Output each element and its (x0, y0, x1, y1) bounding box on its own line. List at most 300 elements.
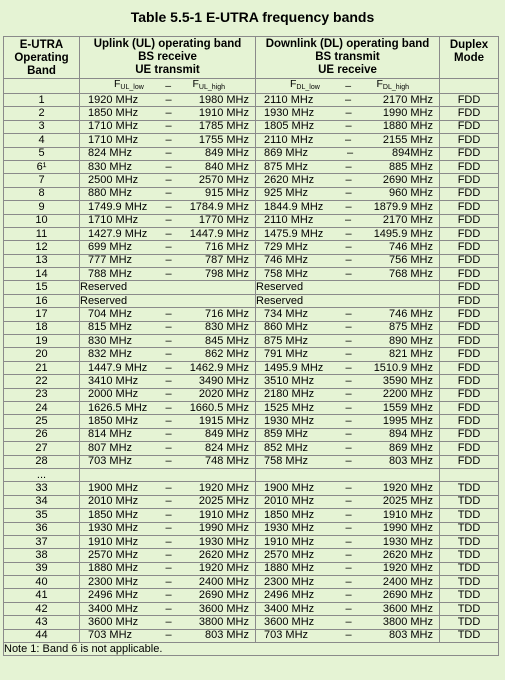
uplink-range-low: 777 MHz (88, 254, 133, 267)
uplink-range-low: 830 MHz (88, 334, 133, 347)
uplink-range-dash: – (165, 615, 172, 628)
uplink-range-low: 832 MHz (88, 348, 133, 361)
uplink-range-low: 3400 MHz (88, 602, 139, 615)
band-number: 5 (4, 147, 80, 160)
duplex-mode: TDD (440, 562, 499, 575)
uplink-range-low: 699 MHz (88, 240, 133, 253)
duplex-mode: FDD (440, 442, 499, 455)
downlink-range-dash: – (345, 120, 352, 133)
table-row (4, 241, 499, 254)
uplink-range-low: 2500 MHz (88, 174, 139, 187)
downlink-range-high: 821 MHz (388, 348, 433, 361)
downlink-range-high: 1510.9 MHz (373, 361, 433, 374)
band-number: 23 (4, 388, 80, 401)
downlink-range-dash: – (345, 522, 352, 535)
downlink-range-high: 746 MHz (388, 240, 433, 253)
band-number: 4 (4, 134, 80, 147)
downlink-range-low: 859 MHz (264, 428, 309, 441)
downlink-range-high: 2690 MHz (382, 174, 433, 187)
uplink-range-dash: – (165, 415, 172, 428)
uplink-range-dash: – (165, 535, 172, 548)
uplink-range-high: 1915 MHz (198, 415, 249, 428)
duplex-mode: FDD (440, 428, 499, 441)
downlink-range (256, 174, 440, 187)
uplink-range-low: 1930 MHz (88, 522, 139, 535)
downlink-range-low: 2110 MHz (264, 93, 314, 106)
downlink-range-high: 1559 MHz (382, 401, 433, 414)
uplink-range-dash: – (165, 562, 172, 575)
band-number: 25 (4, 415, 80, 428)
band-number: 24 (4, 401, 80, 414)
uplink-range (80, 107, 256, 120)
downlink-range (256, 308, 440, 321)
band-number: 9 (4, 201, 80, 214)
uplink-range-high: 3800 MHz (198, 615, 249, 628)
band-number: 34 (4, 495, 80, 508)
band-number: 2 (4, 107, 80, 120)
downlink-range-high: 1930 MHz (382, 535, 433, 548)
table-note: Note 1: Band 6 is not applicable. (4, 643, 499, 656)
uplink-range-low: 2570 MHz (88, 548, 139, 561)
uplink-range (80, 241, 256, 254)
band-number: 42 (4, 602, 80, 615)
downlink-range-dash: – (345, 307, 352, 320)
downlink-range-dash: – (345, 240, 352, 253)
downlink-range-low: 758 MHz (264, 267, 309, 280)
uplink-range-high: 1785 MHz (198, 120, 249, 133)
downlink-range (256, 361, 440, 374)
downlink-range (256, 455, 440, 468)
duplex-mode: TDD (440, 482, 499, 495)
duplex-mode: FDD (440, 308, 499, 321)
duplex-mode: FDD (440, 361, 499, 374)
band-number: 8 (4, 187, 80, 200)
band-number: 19 (4, 335, 80, 348)
uplink-range (80, 629, 256, 642)
uplink-range (80, 214, 256, 227)
uplink-range-dash: – (165, 321, 172, 334)
uplink-range (80, 401, 256, 414)
uplink-range-low: 1710 MHz (88, 120, 139, 133)
duplex-mode (440, 468, 499, 481)
downlink-range-dash: – (345, 548, 352, 561)
downlink-range (256, 442, 440, 455)
subheader-row (4, 79, 499, 94)
downlink-range-high: 2155 MHz (382, 133, 433, 146)
downlink-range-low: 860 MHz (264, 321, 309, 334)
uplink-range (80, 562, 256, 575)
uplink-range-low: 703 MHz (88, 629, 133, 642)
band-number: 3 (4, 120, 80, 133)
uplink-range-low: 3600 MHz (88, 615, 139, 628)
downlink-range-low: 1930 MHz (264, 107, 315, 120)
downlink-range-high: 2170 MHz (382, 93, 433, 106)
uplink-range-dash: – (165, 348, 172, 361)
band-number: 1 (4, 94, 80, 107)
uplink-range-high: 915 MHz (204, 187, 249, 200)
downlink-range-low: 3400 MHz (264, 602, 315, 615)
uplink-range-dash: – (165, 214, 172, 227)
downlink-range (256, 321, 440, 334)
uplink-range-low: 2300 MHz (88, 575, 139, 588)
table-row (4, 268, 499, 281)
header-uplink-title: Uplink (UL) operating band (93, 38, 242, 50)
uplink-range (80, 415, 256, 428)
band-number: 20 (4, 348, 80, 361)
table-row (4, 562, 499, 575)
uplink-range (80, 428, 256, 441)
downlink-range-dash: – (345, 482, 352, 495)
table-row (4, 616, 499, 629)
uplink-range (80, 94, 256, 107)
uplink-range-high: 1920 MHz (198, 482, 249, 495)
band-number: 44 (4, 629, 80, 642)
duplex-mode: FDD (440, 335, 499, 348)
downlink-range-low: 1475.9 MHz (264, 227, 324, 240)
uplink-range-low: 1900 MHz (88, 482, 139, 495)
header-uplink (80, 37, 256, 79)
downlink-range-low: 3600 MHz (264, 615, 315, 628)
uplink-range-high: 1447.9 MHz (189, 227, 249, 240)
uplink-range-high: 1980 MHz (198, 93, 249, 106)
table-row (4, 629, 499, 642)
uplink-range-high: 1920 MHz (198, 562, 249, 575)
downlink-range-high: 3600 MHz (382, 602, 433, 615)
uplink-range (80, 602, 256, 615)
header-row (4, 37, 499, 79)
dl-low-label: $F_{DL\_low}$ (290, 78, 320, 91)
downlink-range-dash: – (345, 361, 352, 374)
duplex-mode: TDD (440, 616, 499, 629)
downlink-range-low: 3510 MHz (264, 374, 315, 387)
downlink-range (256, 254, 440, 267)
uplink-range (80, 147, 256, 160)
header-downlink (256, 37, 440, 79)
downlink-range (256, 375, 440, 388)
duplex-mode: FDD (440, 107, 499, 120)
uplink-range (80, 616, 256, 629)
band-number: 21 (4, 361, 80, 374)
uplink-range (80, 134, 256, 147)
downlink-range (256, 214, 440, 227)
downlink-range (256, 120, 440, 133)
duplex-mode: FDD (440, 415, 499, 428)
downlink-range (256, 107, 440, 120)
duplex-mode: FDD (440, 348, 499, 361)
downlink-range-dash: – (345, 160, 352, 173)
uplink-range (80, 348, 256, 361)
duplex-mode: FDD (440, 268, 499, 281)
downlink-range-low: 1930 MHz (264, 415, 315, 428)
uplink-range-low: 1850 MHz (88, 415, 139, 428)
downlink-range (256, 94, 440, 107)
header-band (4, 37, 80, 79)
uplink-range-low: 815 MHz (88, 321, 133, 334)
frequency-bands-table (3, 36, 499, 656)
uplink-range-low: 2010 MHz (88, 495, 139, 508)
table-title: Table 5.5-1 E-UTRA frequency bands (130, 9, 375, 25)
downlink-range-dash: – (345, 401, 352, 414)
duplex-mode: TDD (440, 495, 499, 508)
downlink-range-dash: – (345, 575, 352, 588)
duplex-mode: FDD (440, 214, 499, 227)
uplink-range (80, 321, 256, 334)
duplex-mode: FDD (440, 160, 499, 173)
duplex-mode: FDD (440, 321, 499, 334)
downlink-range-dash: – (345, 562, 352, 575)
duplex-mode: TDD (440, 549, 499, 562)
band-number: 16 (4, 294, 80, 307)
uplink-range (80, 187, 256, 200)
header-downlink-bs: BS transmit (315, 51, 380, 63)
duplex-mode: TDD (440, 535, 499, 548)
downlink-cell (256, 468, 440, 481)
downlink-range (256, 160, 440, 173)
downlink-range-high: 960 MHz (388, 187, 433, 200)
uplink-range-dash: – (165, 120, 172, 133)
downlink-range-low: 1880 MHz (264, 562, 315, 575)
uplink-range-high: 803 MHz (204, 629, 249, 642)
header-duplex-label: Duplex Mode (449, 39, 489, 64)
uplink-range-dash: – (165, 602, 172, 615)
uplink-range-high: 862 MHz (204, 348, 249, 361)
downlink-range (256, 227, 440, 240)
downlink-range-low: 791 MHz (264, 348, 309, 361)
subheader-duplex (440, 79, 499, 94)
duplex-mode: FDD (440, 241, 499, 254)
band-number: 6¹ (4, 160, 80, 173)
downlink-range-high: 1910 MHz (382, 508, 433, 521)
uplink-range-high: 849 MHz (204, 147, 249, 160)
uplink-range-dash: – (165, 495, 172, 508)
downlink-range (256, 495, 440, 508)
downlink-range-high: 1990 MHz (382, 107, 433, 120)
uplink-range-high: 849 MHz (204, 428, 249, 441)
ul-high-label: $F_{UL\_high}$ (192, 78, 225, 91)
table-row (4, 576, 499, 589)
downlink-range (256, 482, 440, 495)
header-duplex (440, 37, 499, 79)
header-downlink-ue: UE receive (318, 64, 377, 76)
downlink-range-dash: – (345, 348, 352, 361)
uplink-range (80, 576, 256, 589)
duplex-mode: TDD (440, 589, 499, 602)
table-row (4, 120, 499, 133)
downlink-range-dash: – (345, 495, 352, 508)
table-row (4, 589, 499, 602)
uplink-range-low: 1447.9 MHz (88, 361, 148, 374)
uplink-range-high: 2025 MHz (198, 495, 249, 508)
uplink-range-low: 3410 MHz (88, 374, 139, 387)
downlink-range-low: 2010 MHz (264, 495, 315, 508)
uplink-range (80, 361, 256, 374)
band-number: 10 (4, 214, 80, 227)
uplink-range (80, 589, 256, 602)
band-rows (4, 94, 499, 643)
duplex-mode: FDD (440, 134, 499, 147)
downlink-range-high: 885 MHz (388, 160, 433, 173)
downlink-range-high: 3590 MHz (382, 374, 433, 387)
downlink-range-high: 803 MHz (388, 455, 433, 468)
table-row (4, 107, 499, 120)
uplink-range-high: 2690 MHz (198, 589, 249, 602)
uplink-range-low: 703 MHz (88, 455, 133, 468)
table-row (4, 294, 499, 307)
table-row (4, 160, 499, 173)
uplink-range-low: 1850 MHz (88, 508, 139, 521)
duplex-mode: TDD (440, 522, 499, 535)
uplink-range (80, 455, 256, 468)
downlink-range-high: 2025 MHz (382, 495, 433, 508)
table-row (4, 495, 499, 508)
duplex-mode: FDD (440, 187, 499, 200)
uplink-range-low: 814 MHz (88, 428, 133, 441)
uplink-range (80, 268, 256, 281)
band-number: ... (4, 468, 80, 481)
uplink-range-low: 1910 MHz (88, 535, 139, 548)
uplink-range-high: 798 MHz (204, 267, 249, 280)
downlink-range (256, 187, 440, 200)
downlink-range-high: 890 MHz (388, 334, 433, 347)
downlink-range-high: 1880 MHz (382, 120, 433, 133)
duplex-mode: FDD (440, 388, 499, 401)
downlink-range-high: 803 MHz (388, 629, 433, 642)
downlink-reserved: Reserved (256, 294, 440, 307)
band-number: 41 (4, 589, 80, 602)
downlink-range-dash: – (345, 388, 352, 401)
downlink-range-dash: – (346, 147, 354, 160)
band-number: 43 (4, 616, 80, 629)
uplink-range-dash: – (165, 589, 172, 602)
downlink-range-high: 875 MHz (388, 321, 433, 334)
table-row (4, 214, 499, 227)
table-row (4, 602, 499, 615)
downlink-range-low: 869 MHz (264, 147, 309, 160)
table-row (4, 415, 499, 428)
uplink-range (80, 201, 256, 214)
table-row (4, 401, 499, 414)
table-row (4, 482, 499, 495)
uplink-range (80, 522, 256, 535)
band-number: 35 (4, 509, 80, 522)
uplink-range-high: 2400 MHz (198, 575, 249, 588)
downlink-range-low: 729 MHz (264, 240, 309, 253)
downlink-range-high: 756 MHz (388, 254, 433, 267)
uplink-range-high: 716 MHz (204, 307, 249, 320)
downlink-range-high: 1495.9 MHz (373, 227, 433, 240)
downlink-range-low: 1850 MHz (264, 508, 315, 521)
uplink-range-dash: – (165, 174, 172, 187)
uplink-range-low: 1427.9 MHz (88, 227, 148, 240)
downlink-range-dash: – (345, 508, 352, 521)
duplex-mode: FDD (440, 455, 499, 468)
uplink-range-low: 2000 MHz (88, 388, 139, 401)
uplink-range-dash: – (165, 508, 172, 521)
downlink-range (256, 549, 440, 562)
uplink-range-dash: – (165, 482, 172, 495)
band-number: 33 (4, 482, 80, 495)
downlink-range-low: 1844.9 MHz (264, 200, 324, 213)
uplink-range (80, 160, 256, 173)
band-number: 28 (4, 455, 80, 468)
uplink-range-high: 1910 MHz (198, 508, 249, 521)
uplink-reserved: Reserved (80, 281, 256, 294)
uplink-range-dash: – (165, 93, 172, 106)
downlink-range-high: 2400 MHz (382, 575, 433, 588)
header-uplink-ue: UE transmit (135, 64, 200, 76)
downlink-range-dash: – (345, 415, 352, 428)
duplex-mode: FDD (440, 294, 499, 307)
downlink-range-dash: – (345, 321, 352, 334)
header-band-label: E-UTRA Operating Band (14, 39, 69, 77)
uplink-range-high: 1770 MHz (198, 214, 249, 227)
uplink-range-dash: – (165, 548, 172, 561)
uplink-range-low: 1710 MHz (88, 133, 139, 146)
uplink-range-high: 2020 MHz (198, 388, 249, 401)
table-row (4, 321, 499, 334)
downlink-range (256, 134, 440, 147)
uplink-range-dash: – (165, 240, 172, 253)
downlink-range-dash: – (345, 428, 352, 441)
note-row (4, 643, 499, 656)
uplink-range-low: 1749.9 MHz (88, 200, 148, 213)
uplink-range-dash: – (165, 441, 172, 454)
downlink-range-high: 746 MHz (388, 307, 433, 320)
uplink-range-high: 2570 MHz (198, 174, 249, 187)
duplex-mode: FDD (440, 227, 499, 240)
band-number: 15 (4, 281, 80, 294)
downlink-reserved: Reserved (256, 281, 440, 294)
uplink-range-dash: – (165, 227, 172, 240)
downlink-range (256, 388, 440, 401)
band-number: 17 (4, 308, 80, 321)
table-row (4, 281, 499, 294)
table-row (4, 375, 499, 388)
downlink-range (256, 147, 440, 160)
uplink-range-low: 880 MHz (88, 187, 133, 200)
uplink-range-low: 1850 MHz (88, 107, 139, 120)
uplink-range-dash: – (165, 401, 172, 414)
downlink-range-low: 925 MHz (264, 187, 309, 200)
uplink-range (80, 174, 256, 187)
downlink-range (256, 602, 440, 615)
band-number: 27 (4, 442, 80, 455)
downlink-range-high: 2690 MHz (382, 589, 433, 602)
dl-high-label: $F_{DL\_high}$ (376, 78, 409, 91)
uplink-range (80, 254, 256, 267)
uplink-range-low: 830 MHz (88, 160, 133, 173)
downlink-range (256, 201, 440, 214)
uplink-range (80, 482, 256, 495)
downlink-range (256, 415, 440, 428)
downlink-range-low: 1930 MHz (264, 522, 315, 535)
duplex-mode: FDD (440, 120, 499, 133)
uplink-range-high: 1990 MHz (198, 522, 249, 535)
uplink-range-dash: – (165, 361, 172, 374)
downlink-range-low: 2110 MHz (264, 133, 314, 146)
band-number: 37 (4, 535, 80, 548)
downlink-range-low: 875 MHz (264, 160, 309, 173)
duplex-mode: TDD (440, 576, 499, 589)
uplink-range (80, 549, 256, 562)
table-row (4, 187, 499, 200)
uplink-range-dash: – (165, 133, 172, 146)
downlink-range-low: 2570 MHz (264, 548, 315, 561)
downlink-range-low: 2110 MHz (264, 214, 314, 227)
band-number: 38 (4, 549, 80, 562)
table-row (4, 335, 499, 348)
downlink-range-dash: – (345, 455, 352, 468)
